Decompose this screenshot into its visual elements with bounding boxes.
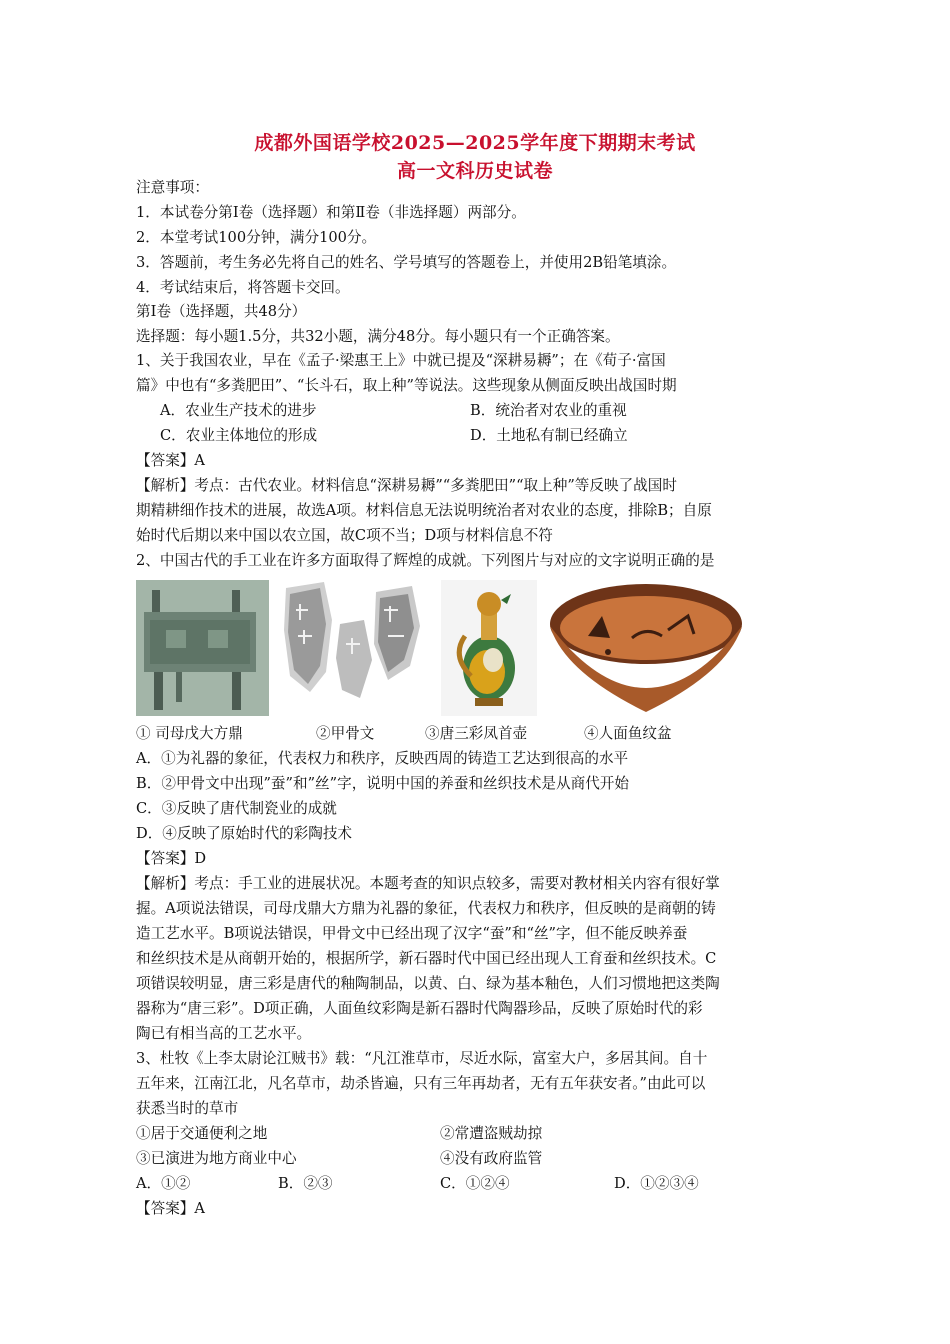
q3-option-d: D．①②③④ (614, 1175, 699, 1192)
oracle-bone-photo (280, 580, 425, 716)
note-1: 1．本试卷分第Ⅰ卷（选择题）和第Ⅱ卷（非选择题）两部分。 (136, 204, 526, 221)
q2-caption-3: ③唐三彩凤首壶 (425, 725, 528, 742)
q1-option-d: D．土地私有制已经确立 (470, 427, 628, 444)
q1-option-b: B．统治者对农业的重视 (470, 402, 627, 419)
q2-explanation-line7: 陶已有相当高的工艺水平。 (136, 1025, 312, 1042)
q1-option-c: C．农业主体地位的形成 (160, 427, 318, 444)
q3-statement-2: ②常遭盗贼劫掠 (440, 1125, 543, 1142)
q2-option-a: A．①为礼器的象征，代表权力和秩序，反映西周的铸造工艺达到很高的水平 (136, 750, 629, 767)
q2-option-b: B．②甲骨文中出现”蚕”和”丝”字，说明中国的养蚕和丝织技术是从商代开始 (136, 775, 629, 792)
q3-option-a: A．①② (136, 1175, 191, 1192)
q2-caption-1: ① 司母戊大方鼎 (136, 725, 243, 742)
q3-stem-line1: 3、杜牧《上李太尉论江贼书》载：“凡江淮草市，尽近水际，富室大户，多居其间。自十 (136, 1050, 708, 1067)
notes-heading: 注意事项： (136, 179, 209, 196)
q3-statement-3: ③已演进为地方商业中心 (136, 1150, 297, 1167)
q1-explanation-line2: 期精耕细作技术的进展，故选A项。材料信息无法说明统治者对农业的态度，排除B；自原 (136, 502, 712, 519)
q2-explanation-line2: 握。A项说法错误，司母戊鼎大方鼎为礼器的象征，代表权力和秩序，但反映的是商朝的铸 (136, 900, 716, 917)
note-2: 2．本堂考试100分钟，满分100分。 (136, 229, 377, 246)
q3-stem-line3: 获悉当时的草市 (136, 1100, 239, 1117)
part1-instructions: 选择题：每小题1.5分，共32小题，满分48分。每小题只有一个正确答案。 (136, 328, 620, 345)
painted-pottery-basin-photo (548, 580, 744, 716)
q2-caption-4: ④人面鱼纹盆 (584, 725, 672, 742)
q3-statement-4: ④没有政府监管 (440, 1150, 543, 1167)
q1-explanation-line3: 始时代后期以来中国以农立国，故C项不当；D项与材料信息不符 (136, 527, 553, 544)
q1-answer: 【答案】A (136, 452, 205, 469)
exam-subtitle: 高一文科历史试卷 (396, 160, 553, 182)
q3-answer: 【答案】A (136, 1200, 205, 1217)
q2-caption-2: ②甲骨文 (316, 725, 375, 742)
q1-stem-line1: 1、关于我国农业，早在《孟子·梁惠王上》中就已提及“深耕易耨”；在《荀子·富国 (136, 352, 666, 369)
q3-option-b: B．②③ (278, 1175, 333, 1192)
q2-explanation-line1: 【解析】考点：手工业的进展状况。本题考查的知识点较多，需要对教材相关内容有很好掌 (136, 875, 720, 892)
q1-stem-line2: 篇》中也有“多粪肥田”、“长斗石，取上种”等说法。这些现象从侧面反映出战国时期 (136, 377, 677, 394)
part1-heading: 第Ⅰ卷（选择题，共48分） (136, 303, 307, 320)
note-3: 3．答题前，考生务必先将自己的姓名、学号填写的答题卷上，并使用2B铅笔填涂。 (136, 254, 677, 271)
q3-option-c: C．①②④ (440, 1175, 510, 1192)
q3-statement-1: ①居于交通便利之地 (136, 1125, 268, 1142)
q1-option-a: A．农业生产技术的进步 (160, 402, 317, 419)
q1-explanation-line1: 【解析】考点：古代农业。材料信息“深耕易耨”“多粪肥田”“取上种”等反映了战国时 (136, 477, 677, 494)
q3-stem-line2: 五年来，江南江北，凡名草市，劫杀皆遍，只有三年再劫者，无有五年获安者。”由此可以 (136, 1075, 706, 1092)
bronze-ding-photo (136, 580, 269, 716)
tang-sancai-ewer-photo (441, 580, 537, 716)
note-4: 4．考试结束后，将答题卡交回。 (136, 279, 350, 296)
q2-explanation-line5: 项错误较明显，唐三彩是唐代的釉陶制品，以黄、白、绿为基本釉色，人们习惯地把这类陶 (136, 975, 720, 992)
q2-answer: 【答案】D (136, 850, 207, 867)
q2-explanation-line3: 造工艺水平。B项说法错误，甲骨文中已经出现了汉字“蚕”和“丝”字，但不能反映养蚕 (136, 925, 688, 942)
q2-stem: 2、中国古代的手工业在许多方面取得了辉煌的成就。下列图片与对应的文字说明正确的是 (136, 552, 715, 569)
q2-explanation-line6: 器称为“唐三彩”。D项正确，人面鱼纹彩陶是新石器时代陶器珍品，反映了原始时代的彩 (136, 1000, 703, 1017)
q2-explanation-line4: 和丝织技术是从商朝开始的，根据所学，新石器时代中国已经出现人工育蚕和丝织技术。C (136, 950, 717, 967)
q2-option-c: C．③反映了唐代制瓷业的成就 (136, 800, 337, 817)
q2-option-d: D．④反映了原始时代的彩陶技术 (136, 825, 353, 842)
exam-title: 成都外国语学校2025—2025学年度下期期末考试 (254, 132, 696, 154)
